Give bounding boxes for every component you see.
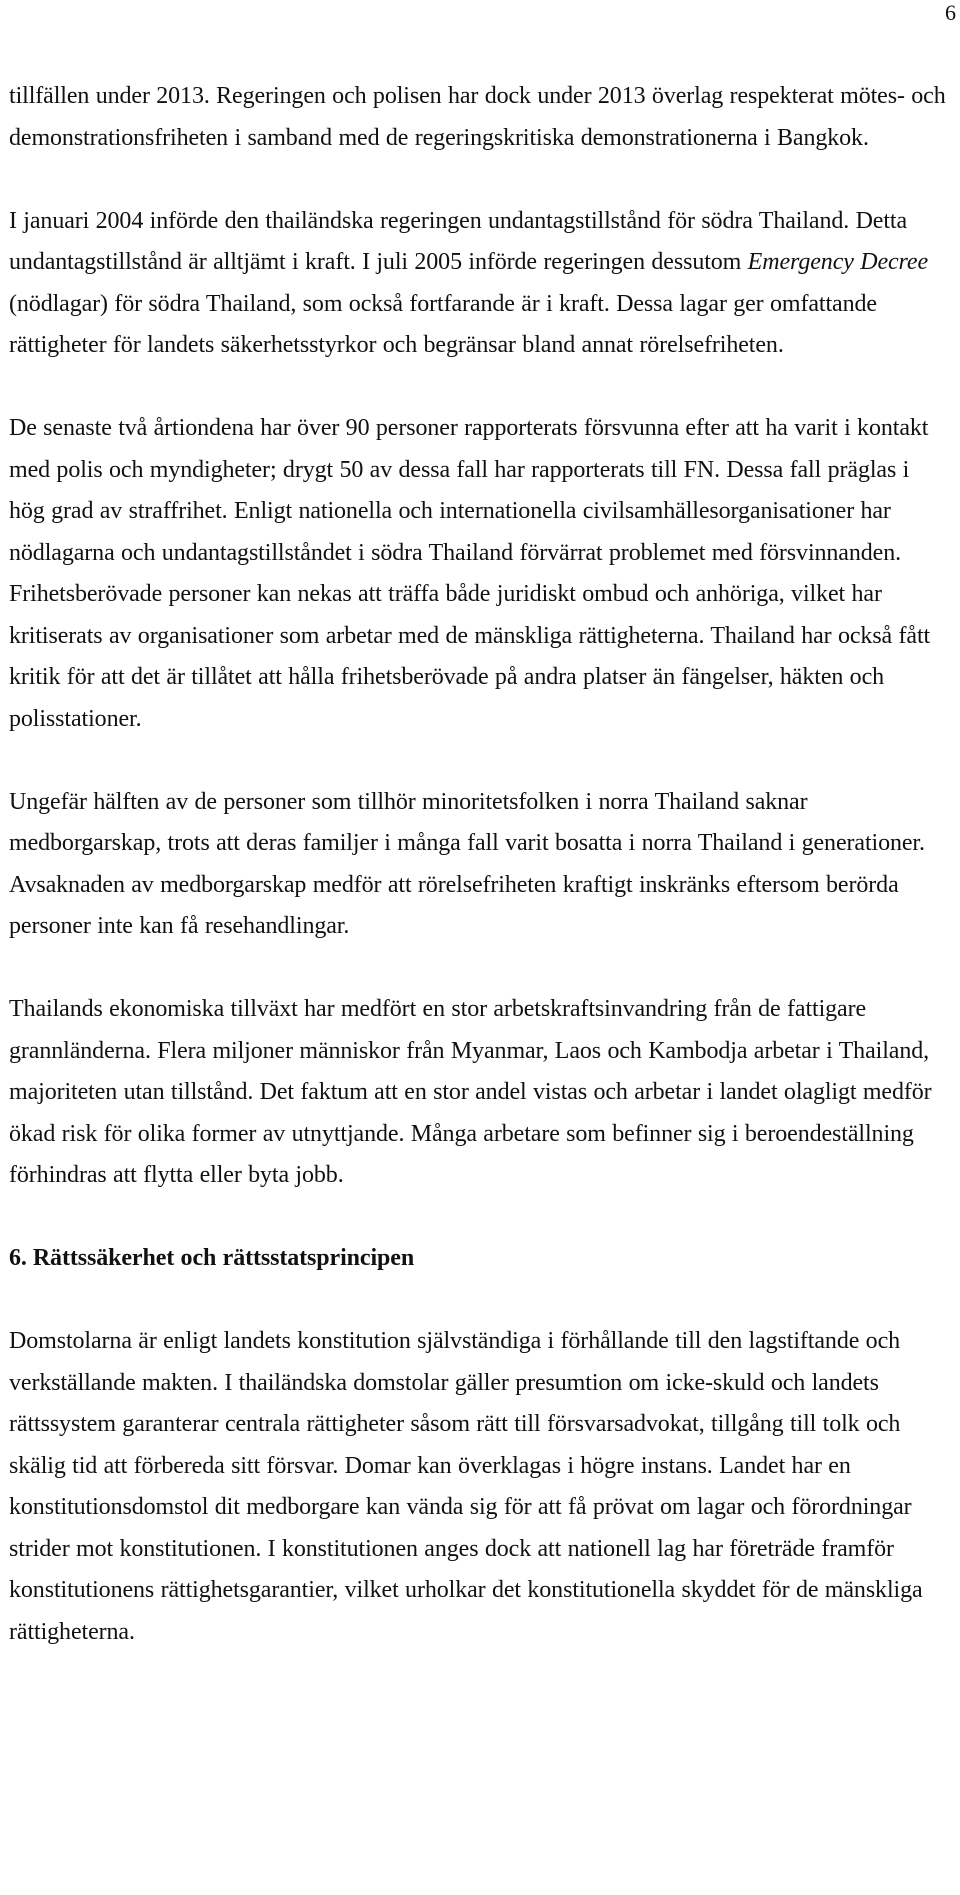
document-body [9,76,949,1695]
paragraph-courts: Domstolarna är enligt landets konstitution självständiga i förhållande till den lagstiftande och verkställande makten. I thailändska domstolar gäller presumtion om icke-skuld och landets rättssystem garanterar centrala rättigheter såsom rätt till försvarsadvokat, tillgång till tolk och skälig tid att förbereda sitt försvar. Domar kan överklagas i högre instans. Landet har en konstitutionsdomstol dit medborgare kan vända sig för att få prövat om lagar och förordningar strider mot konstitutionen. I konstitutionen anges dock att nationell lag har företräde framför konstitutionens rättighetsgarantier, vilket urholkar det konstitutionella skyddet för de mänskliga rättigheterna. [9,1328,923,1645]
paragraph-citizenship: Ungefär hälften av de personer som tillhör minoritetsfolken i norra Thailand saknar medborgarskap, trots att deras familjer i många fall varit bosatta i norra Thailand i generationer. Avsaknaden av medborgarskap medför att rörelsefriheten kraftigt inskränks eftersom berörda personer inte kan få resehandlingar. [9,788,925,939]
paragraph-disappearances: De senaste två årtiondena har över 90 personer rapporterats försvunna efter att ha varit i kontakt med polis och myndigheter; drygt 50 av dessa fall har rapporterats till FN. Dessa fall präglas i hög grad av straffrihet. Enligt nationella och internationella civilsamhällesorganisationer har nödlagarna och undantagstillståndet i södra Thailand förvärrat problemet med försvinnanden. Frihetsberövade personer kan nekas att träffa både juridiskt ombud och anhöriga, vilket har kritiserats av organisationer som arbetar med de mänskliga rättigheterna. Thailand har också fått kritik för att det är tillåtet att hålla frihetsberövade på andra platser än fängelser, häkten och polisstationer. [9,415,931,732]
section-number: 6. [9,1245,27,1271]
paragraph-labour-migration: Thailands ekonomiska tillväxt har medfört en stor arbetskraftsinvandring från de fattigare grannländerna. Flera miljoner människor från Myanmar, Laos och Kambodja arbetar i Thailand, majoriteten utan tillstånd. Det faktum att en stor andel vistas och arbetar i landet olagligt medför ökad risk för olika former av utnyttjande. Många arbetare som befinner sig i beroendeställning förhindras att flytta eller byta jobb. [9,996,932,1188]
section-heading [9,1238,949,1280]
section-title: Rättssäkerhet och rättsstatsprincipen [32,1245,415,1271]
paragraph-text: I januari 2004 införde den thailändska regeringen undantagstillstånd för södra Thailand. Detta undantagstillstånd är alltjämt i kraft. I juli 2005 införde regeringen dessutom [9,207,908,275]
page-number: 6 [945,0,956,25]
paragraph-state-of-emergency [9,201,949,367]
paragraph-text: (nödlagar) för södra Thailand, som också fortfarande är i kraft. Dessa lagar ger omfattande rättigheter för landets säkerhetsstyrkor och begränsar bland annat rörelsefriheten. [9,290,877,358]
emphasis-emergency-decree: Emergency Decree [747,249,928,275]
paragraph-demonstrations: tillfällen under 2013. Regeringen och polisen har dock under 2013 överlag respekterat mötes- och demonstrationsfriheten i samband med de regeringskritiska demonstrationerna i Bangkok. [9,83,946,151]
